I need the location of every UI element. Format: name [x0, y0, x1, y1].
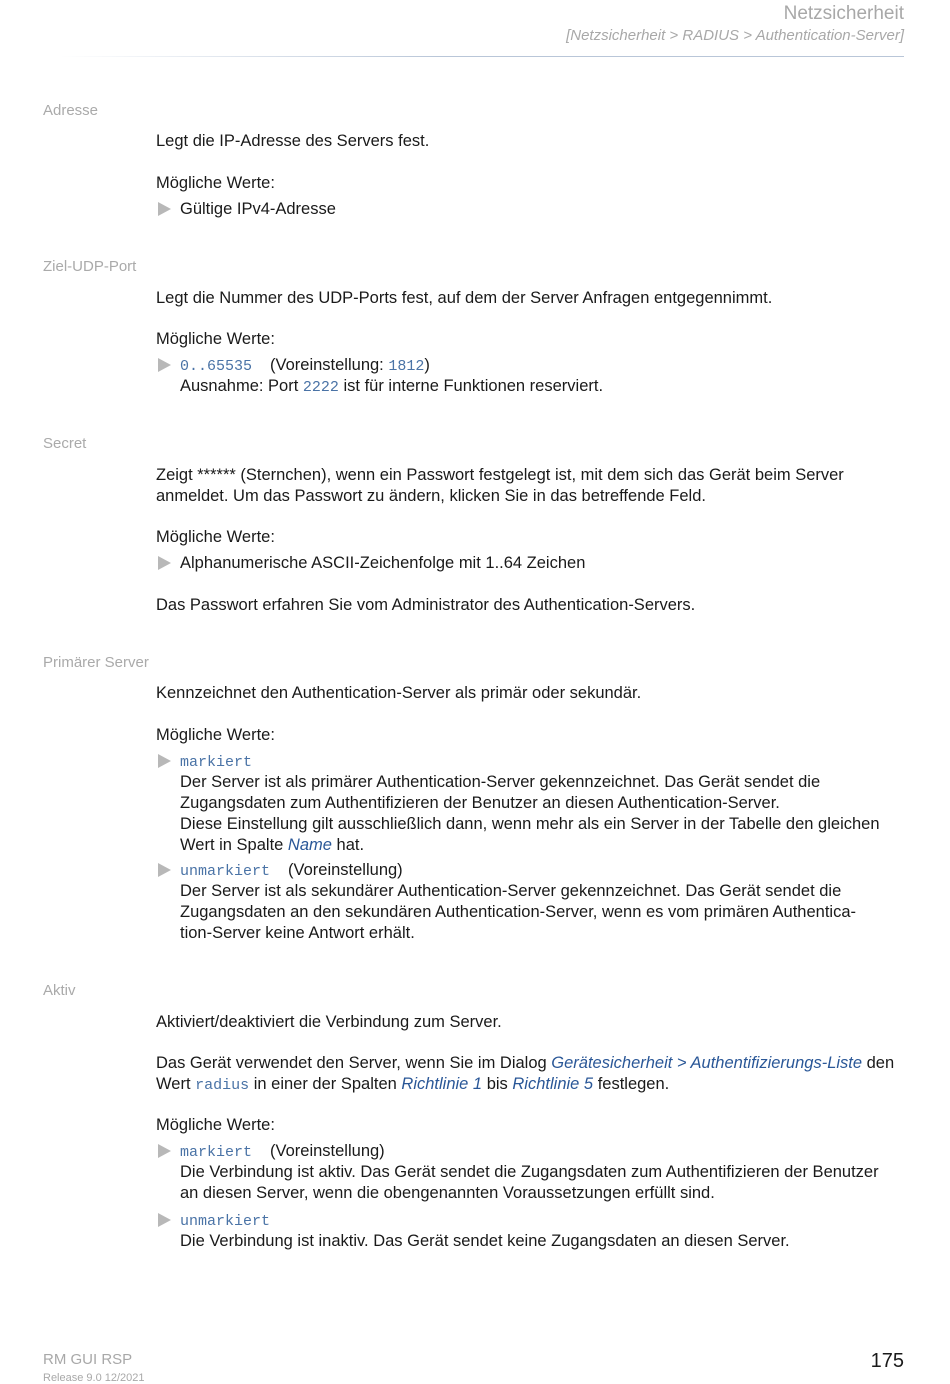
primary-option-marked: [180, 751, 908, 773]
bullet-arrow-icon: [158, 358, 171, 372]
aktiv-option-marked: [180, 1141, 908, 1163]
aktiv-p2-prefix: Wert: [156, 1075, 196, 1093]
secret-value-ascii: Alphanumerische ASCII-Zeichenfolge mit 1..64 Zeichen: [180, 554, 586, 572]
primary-opt2-default: (Voreinstellung): [288, 861, 403, 879]
aktiv-p2-mid2: bis: [482, 1075, 513, 1093]
section-label-adresse: Adresse: [43, 102, 99, 119]
primary-option-marked-code: markiert: [180, 754, 253, 771]
aktiv-p1-prefix: Das Gerät verwendet den Server, wenn Sie im Dialog: [156, 1054, 552, 1072]
adresse-description: Legt die IP-Adresse des Servers fest.: [156, 132, 430, 150]
bullet-arrow-icon: [158, 863, 171, 877]
port-default-prefix: (Voreinstellung:: [270, 356, 389, 374]
aktiv-description: Aktiviert/deaktiviert die Verbindung zum Server.: [156, 1013, 502, 1031]
primary-opt2-line2: Zugangsdaten an den sekundären Authentication-Server, wenn es vom primären Authentica-: [180, 903, 857, 921]
possible-values-heading: Mögliche Werte:: [156, 174, 275, 192]
adresse-value-ipv4: Gültige IPv4-Adresse: [180, 200, 336, 218]
primary-opt1-line2: Zugangsdaten zum Authentifizieren der Benutzer an diesen Authentication-Server.: [180, 794, 780, 812]
bullet-arrow-icon: [158, 556, 171, 570]
port-exception-suffix: ist für interne Funktionen reserviert.: [338, 377, 604, 395]
aktiv-option-unmarked: [180, 1210, 908, 1232]
primary-description: Kennzeichnet den Authentication-Server als primär oder sekundär.: [156, 684, 642, 702]
port-default-code: 1812: [388, 358, 425, 375]
section-label-aktiv: Aktiv: [43, 982, 76, 999]
column-richtlinie5-reference: Richtlinie 5: [512, 1075, 594, 1093]
aktiv-option-unmarked-code: unmarkiert: [180, 1213, 271, 1230]
port-default-suffix: ): [424, 356, 430, 374]
port-description: Legt die Nummer des UDP-Ports fest, auf dem der Server Anfragen entgegennimmt.: [156, 289, 773, 307]
bullet-arrow-icon: [158, 1144, 171, 1158]
dialog-reference-link: Gerätesicherheit > Authentifizierungs-Liste: [551, 1054, 863, 1072]
aktiv-opt1-line2: an diesen Server, wenn die obengenannten Voraussetzungen erfüllt sind.: [180, 1184, 715, 1202]
aktiv-p1-suffix: den: [862, 1054, 895, 1072]
possible-values-heading: Mögliche Werte:: [156, 726, 275, 744]
port-exception-line: [180, 376, 908, 398]
primary-opt1-line4-suffix: hat.: [331, 836, 365, 854]
port-exception-code: 2222: [302, 379, 339, 396]
possible-values-heading: Mögliche Werte:: [156, 330, 275, 348]
possible-values-heading: Mögliche Werte:: [156, 1116, 275, 1134]
footer-release: Release 9.0 12/2021: [43, 1372, 145, 1384]
bullet-arrow-icon: [158, 754, 171, 768]
bullet-arrow-icon: [158, 1213, 171, 1227]
port-range-code: 0..65535: [180, 358, 253, 375]
bullet-arrow-icon: [158, 202, 171, 216]
column-richtlinie1-reference: Richtlinie 1: [401, 1075, 483, 1093]
page-chapter-title: Netzsicherheit: [783, 3, 904, 24]
column-name-reference: Name: [287, 836, 332, 854]
footer-product: RM GUI RSP: [43, 1351, 133, 1368]
header-divider: [60, 56, 904, 57]
aktiv-opt2-line1: Die Verbindung ist inaktiv. Das Gerät sendet keine Zugangsdaten an diesen Server.: [180, 1232, 790, 1250]
aktiv-opt1-line1: Die Verbindung ist aktiv. Das Gerät sendet die Zugangsdaten zum Authentifizieren der Benutzer: [180, 1163, 879, 1181]
secret-description-line1: Zeigt ****** (Sternchen), wenn ein Passwort festgelegt ist, mit dem sich das Gerät beim Server: [156, 466, 844, 484]
primary-opt1-line1: Der Server ist als primärer Authentication-Server gekennzeichnet. Das Gerät sendet die: [180, 773, 821, 791]
secret-note: Das Passwort erfahren Sie vom Administrator des Authentication-Servers.: [156, 596, 696, 614]
primary-option-unmarked: [180, 860, 908, 882]
page-number: 175: [870, 1350, 904, 1372]
port-exception-prefix: Ausnahme: Port: [180, 377, 303, 395]
aktiv-condition-line1: [156, 1053, 908, 1074]
primary-opt1-line4-prefix: Wert in Spalte: [180, 836, 288, 854]
possible-values-heading: Mögliche Werte:: [156, 528, 275, 546]
section-label-primary: Primärer Server: [43, 654, 149, 671]
primary-opt1-line4: [180, 835, 908, 856]
section-label-secret: Secret: [43, 435, 87, 452]
primary-opt2-line3: tion-Server keine Antwort erhält.: [180, 924, 415, 942]
primary-option-unmarked-code: unmarkiert: [180, 863, 271, 880]
breadcrumb: [Netzsicherheit > RADIUS > Authentication-Server]: [566, 27, 904, 44]
primary-opt1-line3: Diese Einstellung gilt ausschließlich dann, wenn mehr als ein Server in der Tabelle den gleichen: [180, 815, 880, 833]
aktiv-p2-suffix: festlegen.: [593, 1075, 670, 1093]
aktiv-condition-line2: [156, 1074, 908, 1096]
secret-description-line2: anmeldet. Um das Passwort zu ändern, klicken Sie in das betreffende Feld.: [156, 487, 706, 505]
aktiv-opt1-default: (Voreinstellung): [270, 1142, 385, 1160]
port-range-item: [180, 355, 908, 377]
aktiv-option-marked-code: markiert: [180, 1144, 253, 1161]
primary-opt2-line1: Der Server ist als sekundärer Authentication-Server gekennzeichnet. Das Gerät sendet die: [180, 882, 842, 900]
radius-code: radius: [195, 1077, 250, 1094]
section-label-port: Ziel-UDP-Port: [43, 258, 137, 275]
aktiv-p2-mid1: in einer der Spalten: [249, 1075, 402, 1093]
